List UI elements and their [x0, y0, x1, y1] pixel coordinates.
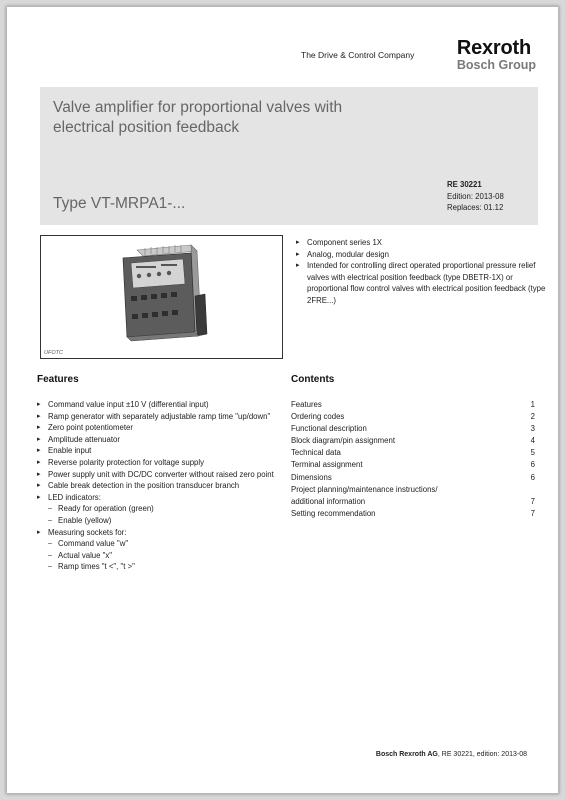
title-line-1: Valve amplifier for proportional valves with	[53, 99, 343, 116]
feature-item: ▸ Ramp generator with separately adjustable ramp time "up/down"	[37, 411, 287, 423]
footer-company: Bosch Rexroth AG	[375, 751, 438, 758]
contents-row[interactable]: Features 1	[291, 400, 535, 409]
feature-item: ▸ Command value input ±10 V (differential input)	[37, 399, 287, 411]
sockets-label: Measuring sockets for:	[48, 527, 127, 537]
contents-row[interactable]: Ordering codes 2	[291, 412, 535, 422]
title-banner	[40, 87, 538, 225]
feature-item: ▸ Enable input	[37, 445, 287, 457]
contents-row[interactable]: Setting recommendation 7	[291, 508, 535, 518]
edition: Edition: 2013-08	[447, 191, 504, 201]
brand-name: Rexroth	[456, 37, 531, 59]
feature-item: ▸ Zero point potentiometer	[37, 422, 287, 434]
summary-bullets	[296, 237, 546, 307]
contents-row[interactable]: additional information 7	[291, 496, 535, 506]
footer-rest: , RE 30221, edition: 2013-08	[437, 751, 527, 758]
summary-item: ▸ Component series 1X	[296, 237, 546, 249]
socket-item: – Ramp times "t <", "t >"	[48, 561, 287, 573]
contents-row[interactable]: Terminal assignment 6	[291, 460, 535, 470]
contents-row[interactable]: Dimensions 6	[291, 472, 535, 482]
led-label: LED indicators:	[48, 492, 101, 502]
feature-item: ▸ Amplitude attenuator	[37, 434, 287, 446]
title-line-2: electrical position feedback	[53, 119, 240, 136]
feature-item: ▸ Reverse polarity protection for voltage supply	[37, 457, 287, 469]
image-code: UFOTC	[44, 350, 63, 356]
features-heading: Features	[37, 374, 79, 385]
contents-table	[291, 399, 535, 520]
contents-row[interactable]: Functional description 3	[291, 424, 535, 434]
contents-row[interactable]: Project planning/maintenance instructions/	[291, 484, 438, 494]
contents-row[interactable]: Block diagram/pin assignment 4	[291, 436, 535, 446]
feature-item: ▸ Cable break detection in the position transducer branch	[37, 480, 287, 492]
contents-row[interactable]: Technical data 5	[291, 448, 535, 458]
product-image	[40, 235, 283, 359]
feature-item: ▸ Power supply unit with DC/DC converter without raised zero point	[37, 469, 287, 481]
brand-logo	[457, 37, 536, 72]
company-tagline: The Drive & Control Company	[301, 50, 415, 60]
re-number: RE 30221	[447, 180, 482, 189]
feature-item-led	[37, 492, 287, 527]
brand-group: Bosch Group	[456, 58, 536, 72]
summary-item: ▸ Analog, modular design	[296, 249, 546, 261]
document-title	[53, 98, 423, 138]
contents-heading: Contents	[291, 374, 335, 385]
summary-item: ▸ Intended for controlling direct operated proportional pressure relief valves with electrical position feedback (type DBETR-1X) or proportional flow control valves with electrical position feedback (type 2FRE...)	[296, 260, 546, 306]
led-item: – Ready for operation (green)	[48, 503, 287, 515]
replaces: Replaces: 01.12	[447, 203, 504, 212]
socket-item: – Actual value "x"	[48, 550, 287, 562]
document-page	[6, 6, 559, 794]
feature-item-sockets	[37, 527, 287, 573]
led-item: – Enable (yellow)	[48, 515, 287, 527]
socket-item: – Command value "w"	[48, 538, 287, 550]
features-list	[37, 399, 287, 573]
document-meta	[447, 179, 504, 214]
type-designation: Type VT-MRPA1-...	[53, 195, 186, 212]
page-footer	[376, 751, 527, 758]
amplifier-module-illustration	[41, 236, 282, 358]
